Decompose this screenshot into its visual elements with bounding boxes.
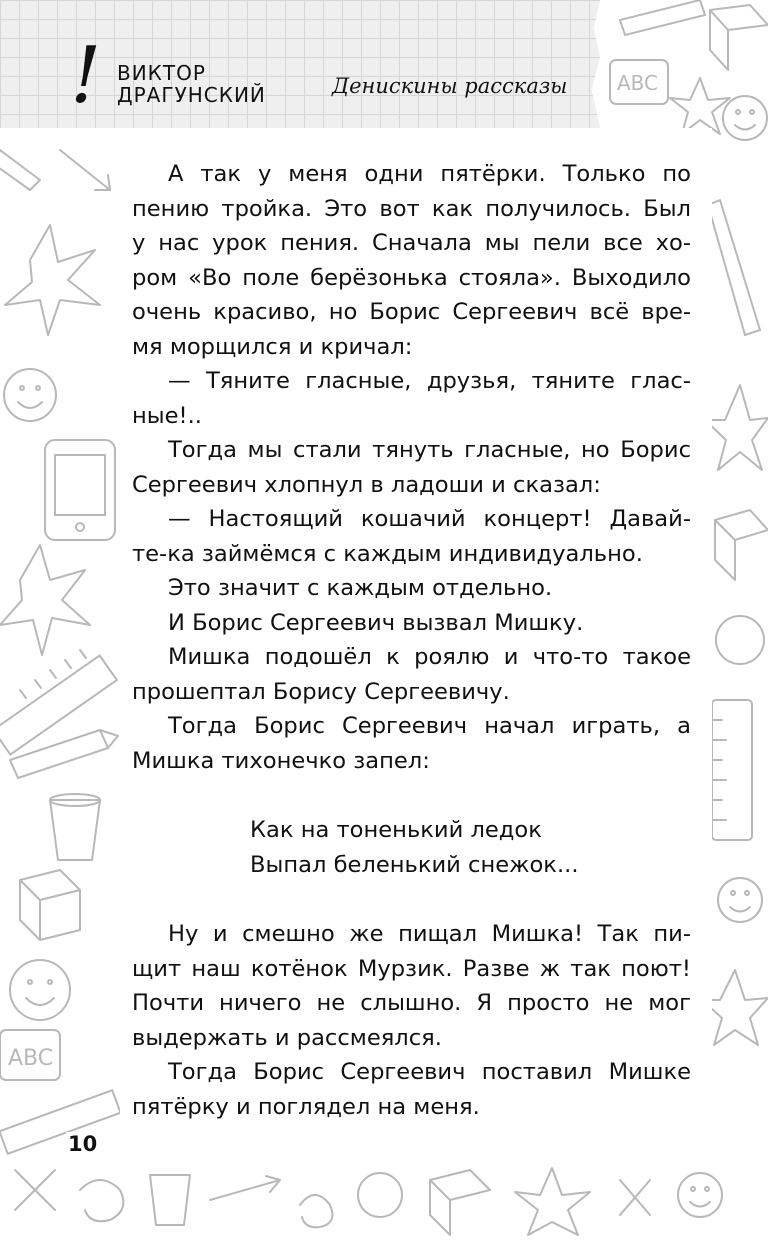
star-doodle-icon	[705, 385, 768, 470]
abc-block-doodle-icon	[610, 60, 668, 104]
text-line: очень красиво, но Борис Сергеевич всё вре-	[132, 299, 691, 325]
cube-doodle-icon	[430, 1170, 490, 1235]
star-doodle-icon	[0, 545, 90, 655]
text-line: Это значит с каждым отдельно.	[168, 575, 553, 601]
cup-doodle-icon	[150, 1175, 190, 1225]
ruler-doodle-icon	[0, 650, 117, 755]
book-title: Денискины рассказы	[332, 74, 568, 98]
text-line: прошептал Борису Сергеевичу.	[132, 678, 510, 705]
smiley-doodle-icon	[678, 1173, 722, 1217]
star-doodle-icon	[515, 1168, 590, 1235]
cube-doodle-icon	[710, 5, 768, 70]
ruler-doodle-icon	[712, 700, 752, 840]
paragraphs-after-poem	[132, 917, 691, 1124]
text-line: пятёрку и поглядел на меня.	[132, 1093, 480, 1120]
cross-doodle-icon	[620, 1180, 650, 1215]
text-line: пению тройка. Это вот как получилось. Был	[132, 195, 691, 222]
text-line: у нас урок пения. Сначала мы пели все хо-	[132, 230, 691, 256]
star-doodle-icon	[5, 225, 100, 335]
text-line: щит наш котёнок Мурзик. Разве ж так поют!	[132, 955, 691, 982]
spiral-doodle-icon	[80, 1180, 123, 1221]
circle-doodle-icon	[716, 616, 764, 664]
text-line: мя морщился и кричал:	[132, 333, 413, 360]
ruler-doodle-icon	[0, 1090, 120, 1154]
author-first-name: ВИКТОР	[117, 61, 206, 85]
pencil-doodle-icon	[708, 200, 760, 335]
text-line: — Настоящий кошачий концерт! Давай-	[168, 506, 691, 532]
spiral-doodle-icon	[300, 1195, 332, 1227]
svg-text:ABC: ABC	[8, 1046, 54, 1071]
page-body	[132, 157, 691, 1124]
text-line: Мишка тихонечко запел:	[132, 747, 430, 774]
text-line: Мишка подошёл к роялю и что-то такое	[168, 644, 691, 670]
text-line: Тогда мы стали тянуть гласные, но Борис	[168, 437, 691, 463]
smiley-doodle-icon	[723, 96, 767, 140]
pencil-doodle-icon	[0, 150, 40, 190]
text-line: И Борис Сергеевич вызвал Мишку.	[168, 609, 584, 636]
text-line: выдержать и рассмеялся.	[132, 1024, 442, 1051]
arrow-doodle-icon	[210, 1176, 280, 1200]
text-line: ром «Во поле берёзонька стояла». Выходило	[132, 264, 691, 291]
text-line: Тогда Борис Сергеевич начал играть, а	[168, 713, 691, 739]
text-line: Ну и смешно же пищал Мишка! Так пи-	[168, 921, 691, 947]
text-line: — Тяните гласные, друзья, тяните глас-	[168, 368, 691, 394]
text-line: те-ка займёмся с каждым индивидуально.	[132, 540, 643, 567]
paragraphs-before-poem	[132, 157, 691, 778]
poem-line: Как на тоненький ледок	[250, 817, 542, 843]
author-last-name: ДРАГУНСКИЙ	[117, 83, 266, 107]
star-doodle-icon	[670, 78, 730, 134]
cube-doodle-icon	[715, 510, 768, 580]
text-line: ные!..	[132, 402, 202, 429]
pencil-doodle-icon	[10, 730, 118, 778]
poem-line: Выпал беленький снежок...	[250, 851, 579, 878]
abc-block-doodle-icon	[0, 1030, 60, 1080]
cube-doodle-icon	[20, 870, 80, 940]
smiley-doodle-icon	[718, 878, 762, 922]
arrow-doodle-icon	[60, 150, 110, 190]
poem	[132, 813, 691, 882]
text-line: Сергеевич хлопнул в ладоши и сказал:	[132, 471, 601, 498]
pencil-doodle-icon	[620, 0, 705, 35]
text-line: А так у меня одни пятёрки. Только по	[168, 161, 691, 187]
page-number: 10	[68, 1132, 98, 1156]
smiley-doodle-icon	[4, 369, 56, 421]
circle-doodle-icon	[358, 1173, 402, 1217]
text-line: Почти ничего не слышно. Я просто не мог	[132, 990, 691, 1016]
cup-doodle-icon	[50, 794, 100, 860]
smiley-doodle-icon	[10, 960, 70, 1020]
author-name	[117, 62, 266, 106]
cross-doodle-icon	[15, 1170, 55, 1210]
svg-text:ABC: ABC	[617, 71, 659, 95]
text-line: Тогда Борис Сергеевич поставил Мишке	[168, 1059, 691, 1085]
series-mark: !	[70, 31, 102, 121]
phone-doodle-icon	[45, 440, 115, 540]
